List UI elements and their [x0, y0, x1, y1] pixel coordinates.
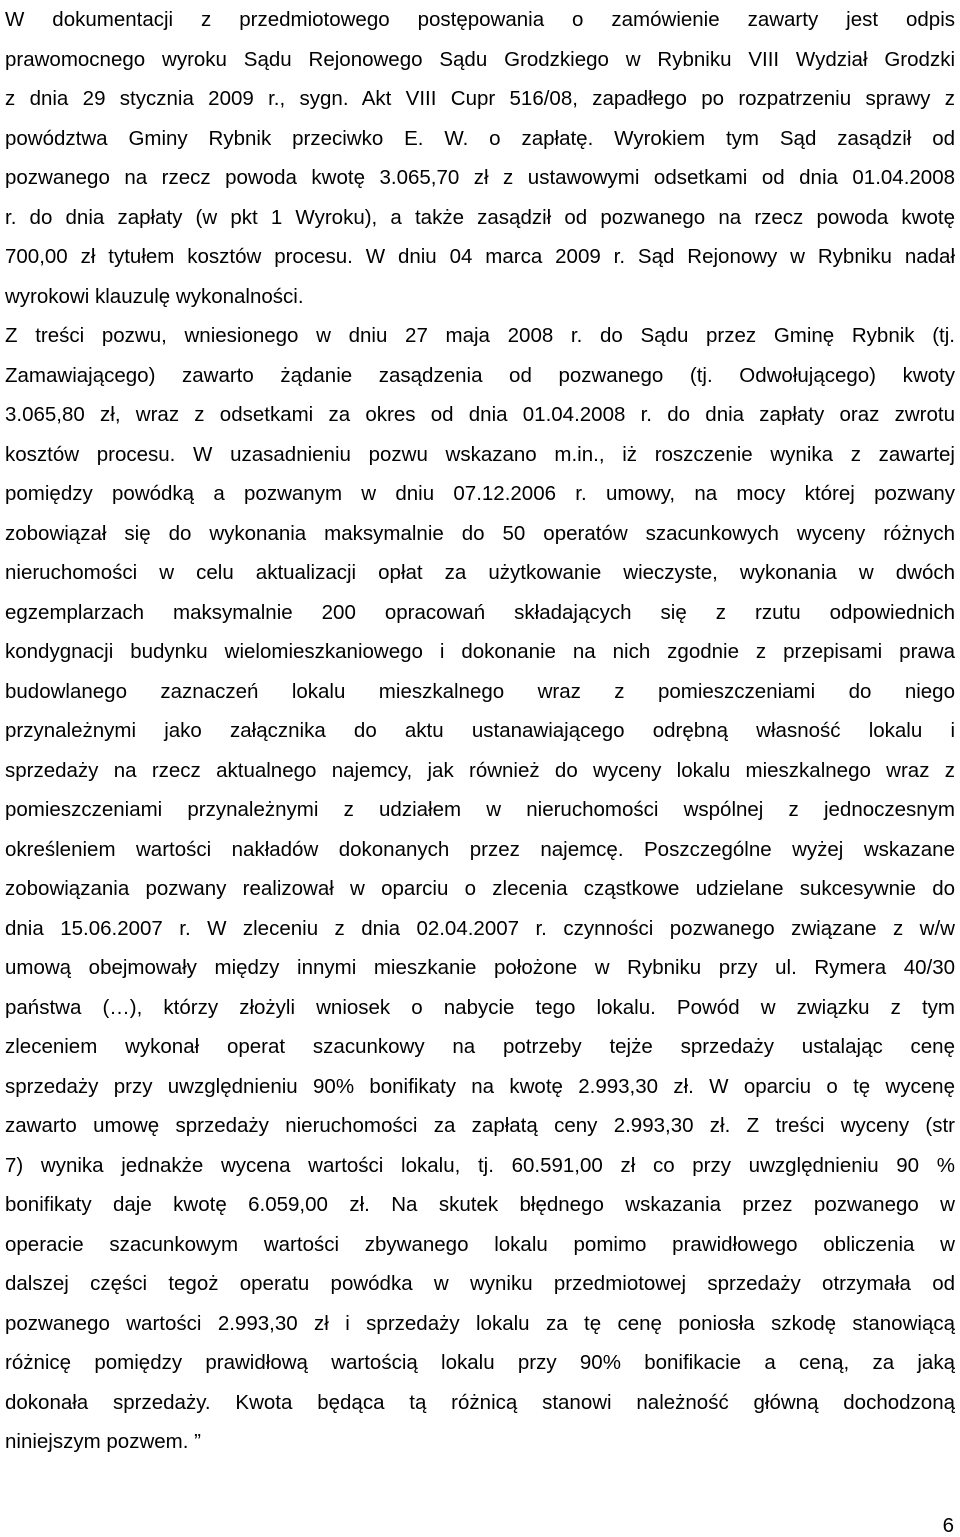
paragraph-line: niniejszym pozwem. ” — [5, 1430, 201, 1453]
paragraph-line: nieruchomości w celu aktualizacji opłat za użytkowanie wieczyste, wykonania w dwóch — [5, 561, 955, 584]
document-page — [5, 0, 955, 1462]
paragraph-line: wyrokowi klauzulę wykonalności. — [5, 284, 304, 308]
paragraph-line: dnia 15.06.2007 r. W zleceniu z dnia 02.04.2007 r. czynności pozwanego związane z w/w — [5, 916, 955, 940]
paragraph-line: dokonała sprzedaży. Kwota będąca tą różnicą stanowi należność główną dochodzoną — [5, 1390, 955, 1414]
paragraph-line: sprzedaży na rzecz aktualnego najemcy, jak również do wyceny lokalu mieszkalnego wraz z — [5, 758, 955, 782]
paragraph-line: bonifikaty daje kwotę 6.059,00 zł. Na skutek błędnego wskazania przez pozwanego w — [5, 1193, 955, 1216]
paragraph-line: państwa (…), którzy złożyli wniosek o nabycie tego lokalu. Powód w związku z tym — [5, 995, 955, 1019]
paragraph-line: operacie szacunkowym wartości zbywanego lokalu pomimo prawidłowego obliczenia w — [5, 1232, 955, 1256]
paragraph-line: pomieszczeniami przynależnymi z udziałem w nieruchomości wspólnej z jednoczesnym — [5, 798, 955, 821]
paragraph-line: przynależnymi jako załącznika do aktu ustanawiającego odrębną własność lokalu i — [5, 719, 955, 742]
paragraph-line: sprzedaży przy uwzględnieniu 90% bonifikaty na kwotę 2.993,30 zł. W oparciu o tę wycenę — [5, 1074, 955, 1098]
paragraph-line: powództwa Gminy Rybnik przeciwko E. W. o zapłatę. Wyrokiem tym Sąd zasądził od — [5, 126, 955, 150]
paragraph-2 — [5, 316, 955, 1462]
paragraph-line: 7) wynika jednakże wycena wartości lokalu, tj. 60.591,00 zł co przy uwzględnieniu 90 % — [5, 1153, 955, 1177]
paragraph-line: z dnia 29 stycznia 2009 r., sygn. Akt VIII Cupr 516/08, zapadłego po rozpatrzeniu sprawy z — [5, 87, 955, 110]
paragraph-line: zobowiązania pozwany realizował w oparciu o zlecenia cząstkowe udzielane sukcesywnie do — [5, 877, 955, 900]
paragraph-line: prawomocnego wyroku Sądu Rejonowego Sądu Grodzkiego w Rybniku VIII Wydział Grodzki — [5, 47, 955, 71]
paragraph-line: określeniem wartości nakładów dokonanych przez najemcę. Poszczególne wyżej wskazane — [5, 837, 955, 861]
paragraph-line: budowlanego zaznaczeń lokalu mieszkalnego wraz z pomieszczeniami do niego — [5, 679, 955, 703]
paragraph-line: pomiędzy powódką a pozwanym w dniu 07.12.2006 r. umowy, na mocy której pozwany — [5, 482, 955, 505]
paragraph-line: zobowiązał się do wykonania maksymalnie do 50 operatów szacunkowych wyceny różnych — [5, 521, 955, 545]
paragraph-line: pozwanego wartości 2.993,30 zł i sprzedaży lokalu za tę cenę poniosła szkodę stanowiącą — [5, 1311, 955, 1335]
paragraph-1 — [5, 0, 955, 316]
paragraph-line: Zamawiającego) zawarto żądanie zasądzenia od pozwanego (tj. Odwołującego) kwoty — [5, 363, 955, 387]
paragraph-line: kosztów procesu. W uzasadnieniu pozwu wskazano m.in., iż roszczenie wynika z zawartej — [5, 442, 955, 466]
paragraph-line: 3.065,80 zł, wraz z odsetkami za okres od dnia 01.04.2008 r. do dnia zapłaty oraz zwrotu — [5, 403, 955, 426]
paragraph-line: dalszej części tegoż operatu powódka w wyniku przedmiotowej sprzedaży otrzymała od — [5, 1272, 955, 1295]
paragraph-line: Z treści pozwu, wniesionego w dniu 27 maja 2008 r. do Sądu przez Gminę Rybnik (tj. — [5, 324, 955, 347]
paragraph-line: zawarto umowę sprzedaży nieruchomości za zapłatą ceny 2.993,30 zł. Z treści wyceny (str — [5, 1114, 955, 1137]
paragraph-line: egzemplarzach maksymalnie 200 opracowań składających się z rzutu odpowiednich — [5, 600, 955, 624]
paragraph-line: kondygnacji budynku wielomieszkaniowego i dokonanie na nich zgodnie z przepisami prawa — [5, 640, 955, 663]
paragraph-line: umową obejmowały między innymi mieszkanie położone w Rybniku przy ul. Rymera 40/30 — [5, 956, 955, 979]
paragraph-line: r. do dnia zapłaty (w pkt 1 Wyroku), a także zasądził od pozwanego na rzecz powoda kwotę — [5, 205, 955, 229]
page-number: 6 — [942, 1514, 954, 1537]
paragraph-line: W dokumentacji z przedmiotowego postępowania o zamówienie zawarty jest odpis — [5, 8, 955, 31]
paragraph-line: zleceniem wykonał operat szacunkowy na potrzeby tejże sprzedaży ustalając cenę — [5, 1035, 955, 1058]
paragraph-line: pozwanego na rzecz powoda kwotę 3.065,70 zł z ustawowymi odsetkami od dnia 01.04.2008 — [5, 166, 955, 189]
paragraph-line: 700,00 zł tytułem kosztów procesu. W dniu 04 marca 2009 r. Sąd Rejonowy w Rybniku nadał — [5, 245, 955, 268]
paragraph-line: różnicę pomiędzy prawidłową wartością lokalu przy 90% bonifikacie a ceną, za jaką — [5, 1351, 955, 1374]
